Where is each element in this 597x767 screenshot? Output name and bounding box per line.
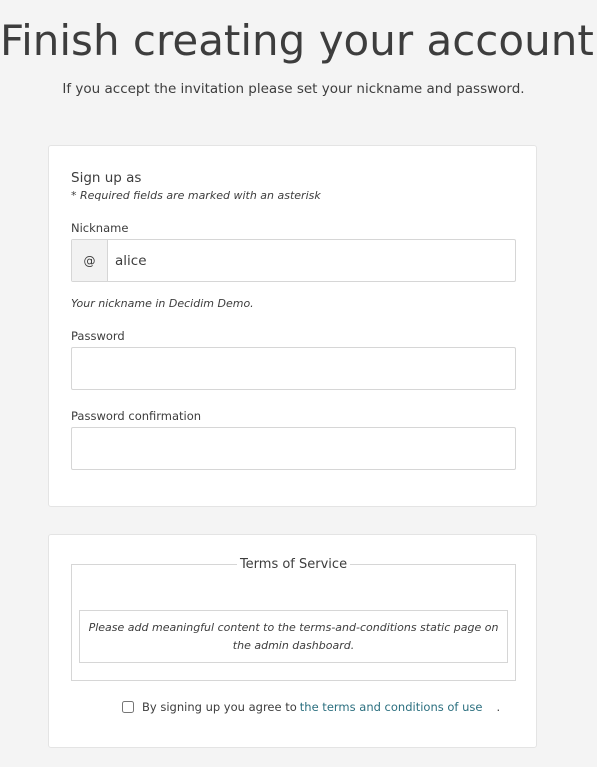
terms-checkbox[interactable] [122, 701, 134, 713]
password-input[interactable] [71, 347, 516, 390]
required-fields-note: * Required fields are marked with an asterisk [71, 189, 321, 202]
terms-fieldset [71, 557, 516, 681]
password-confirmation-input[interactable] [71, 427, 516, 470]
nickname-help-text: Your nickname in Decidim Demo. [71, 297, 254, 310]
page-subtitle: If you accept the invitation please set your nickname and password. [62, 81, 525, 97]
password-label: Password [71, 329, 125, 343]
nickname-input-group [71, 239, 516, 282]
nickname-input[interactable] [108, 240, 515, 281]
nickname-label: Nickname [71, 221, 129, 235]
terms-agree-suffix: . [496, 700, 501, 714]
password-confirmation-label: Password confirmation [71, 409, 202, 423]
terms-agree-text: By signing up you agree to [142, 700, 297, 714]
terms-agreement-row [122, 700, 500, 714]
at-prefix: @ [72, 240, 108, 281]
signup-as-heading: Sign up as [71, 170, 142, 186]
terms-legend: Terms of Service [239, 557, 348, 572]
terms-card [48, 534, 537, 748]
page-title: Finish creating your account [0, 16, 594, 65]
terms-link[interactable]: the terms and conditions of use [299, 700, 483, 714]
terms-content: Please add meaningful content to the terms-and-conditions static page on the admin dashboard. [79, 610, 508, 663]
account-form-card [48, 145, 537, 507]
